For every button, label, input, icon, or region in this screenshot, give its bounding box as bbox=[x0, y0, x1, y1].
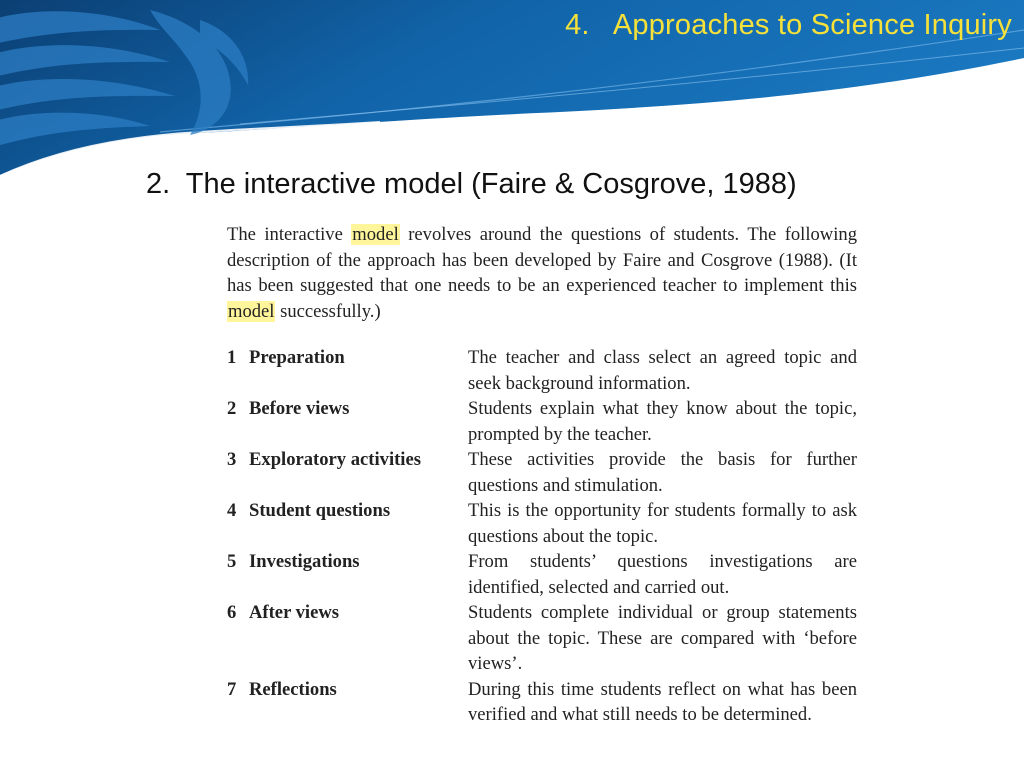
step-row bbox=[227, 600, 857, 677]
step-number: 7 bbox=[227, 678, 237, 700]
step-name: Investigations bbox=[249, 551, 360, 572]
intro-text-2: revolves around the questions of students. The following description of the approach has been developed by Faire and Cosgrove (1988). (It has been suggested that one needs to be an experienced teacher to implement this bbox=[227, 224, 857, 297]
step-description: Students explain what they know about the topic, prompted by the teacher. bbox=[468, 398, 857, 445]
step-name: After views bbox=[249, 602, 340, 623]
step-name: Preparation bbox=[249, 347, 345, 368]
step-number: 1 bbox=[227, 347, 237, 368]
intro-text-1: The interactive bbox=[227, 224, 352, 245]
slide-title: 4. Approaches to Science Inquiry bbox=[565, 9, 1012, 41]
step-description: These activities provide the basis for further questions and stimulation. bbox=[468, 449, 857, 496]
step-number: 6 bbox=[227, 602, 237, 623]
step-name: Before views bbox=[249, 398, 350, 419]
intro-text-3: successfully.) bbox=[275, 300, 381, 322]
step-description: During this time students reflect on what has been verified and what still needs to be determined. bbox=[468, 678, 857, 726]
step-name: Exploratory activities bbox=[249, 449, 421, 470]
step-description: Students complete individual or group statements about the topic. These are compared with ‘before views’. bbox=[468, 602, 857, 675]
step-row bbox=[227, 498, 857, 549]
step-number: 3 bbox=[227, 449, 237, 470]
highlighted-word: model bbox=[228, 300, 275, 322]
steps-list bbox=[227, 345, 857, 728]
step-row bbox=[227, 549, 857, 600]
step-description: From students’ questions investigations are identified, selected and carried out. bbox=[468, 551, 857, 598]
step-row bbox=[227, 396, 857, 447]
step-number: 2 bbox=[227, 398, 237, 419]
step-number: 5 bbox=[227, 551, 237, 572]
step-row bbox=[227, 345, 857, 396]
step-row bbox=[227, 677, 857, 728]
step-row bbox=[227, 447, 857, 498]
step-number: 4 bbox=[227, 500, 237, 521]
step-name: Reflections bbox=[249, 678, 337, 700]
intro-paragraph bbox=[227, 222, 857, 324]
section-subheading: 2. The interactive model (Faire & Cosgrove, 1988) bbox=[146, 168, 797, 200]
step-description: The teacher and class select an agreed topic and seek background information. bbox=[468, 347, 857, 394]
highlighted-word: model bbox=[352, 224, 399, 245]
step-name: Student questions bbox=[249, 500, 391, 521]
step-description: This is the opportunity for students formally to ask questions about the topic. bbox=[468, 500, 857, 547]
